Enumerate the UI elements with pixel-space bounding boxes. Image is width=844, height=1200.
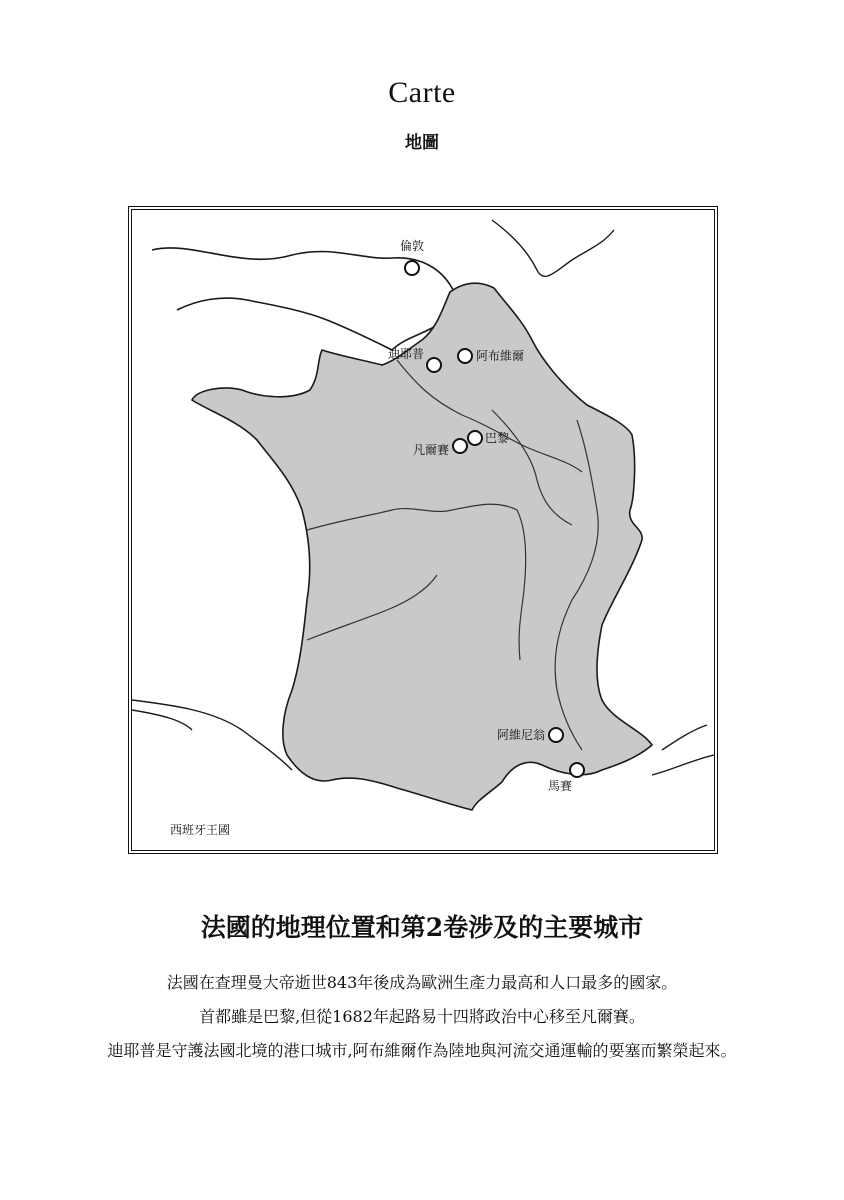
iberia-coast [132, 700, 292, 770]
city-london [400, 238, 424, 275]
svg-text:倫敦: 倫敦 [399, 239, 425, 253]
map-frame [128, 206, 718, 854]
france-map [132, 210, 714, 850]
svg-text:迪耶普: 迪耶普 [387, 347, 424, 361]
svg-text:馬賽: 馬賽 [547, 779, 573, 793]
svg-text:凡爾賽: 凡爾賽 [412, 443, 449, 457]
map-caption: 法國的地理位置和第2卷涉及的主要城市 [200, 913, 644, 942]
description-line: 迪耶普是守護法國北境的港口城市,阿布維爾作為陸地與河流交通運輸的要塞而繁榮起來。 [107, 1041, 737, 1060]
city-paris [468, 431, 509, 445]
france-land [192, 283, 652, 810]
england-coast-east [492, 220, 614, 276]
page-title: Carte [388, 76, 456, 109]
page-subtitle: 地圖 [405, 133, 439, 153]
svg-text:阿布維爾: 阿布維爾 [476, 349, 525, 363]
city-avignon [497, 727, 563, 742]
region-label-spain: 西班牙王國 [170, 823, 231, 837]
svg-text:巴黎: 巴黎 [485, 431, 510, 445]
svg-text:阿維尼翁: 阿維尼翁 [496, 728, 545, 742]
description-line: 法國在查理曼大帝逝世843年後成為歐洲生產力最高和人口最多的國家。 [166, 973, 678, 992]
city-abbeville [458, 348, 524, 363]
description-line: 首都雖是巴黎,但從1682年起路易十四將政治中心移至凡爾賽。 [199, 1007, 645, 1026]
italy-coast [652, 725, 714, 775]
